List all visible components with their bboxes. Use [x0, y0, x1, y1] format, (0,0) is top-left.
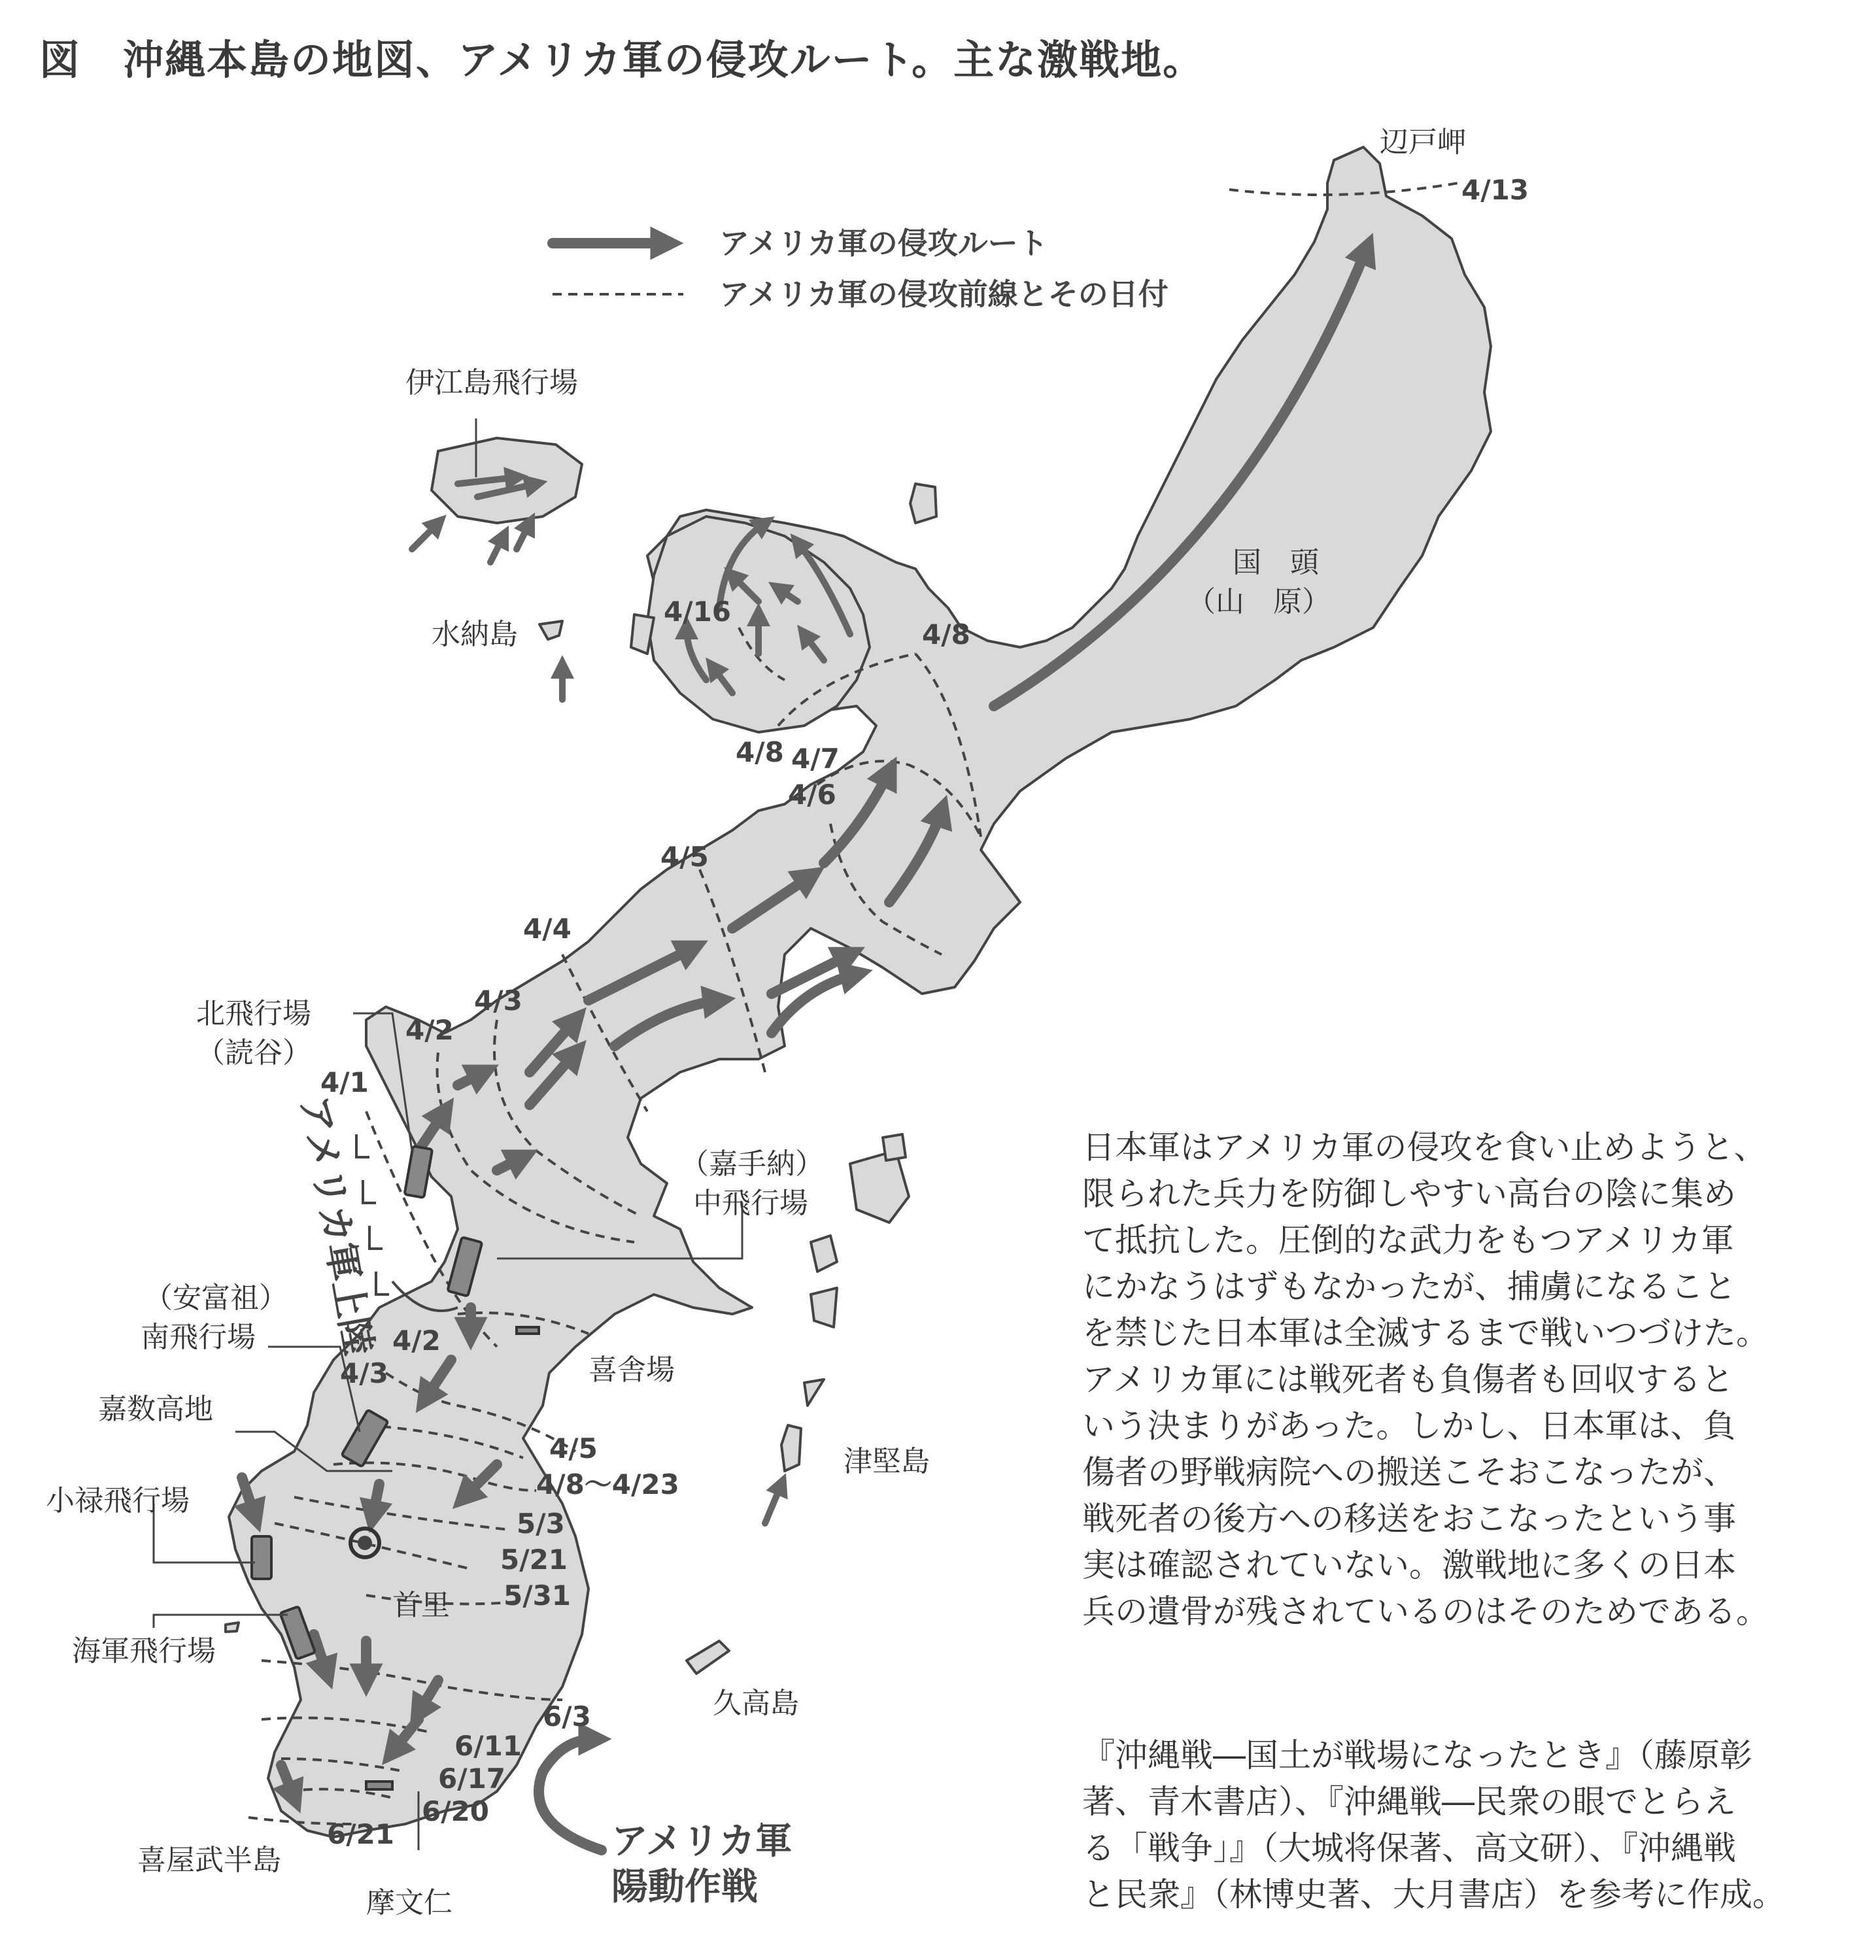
- date-6-17: 6/17: [438, 1763, 506, 1795]
- date-4-1: 4/1: [320, 1066, 369, 1098]
- date-4-2-south: 4/2: [392, 1325, 441, 1357]
- date-4-8-east: 4/8: [922, 618, 970, 651]
- reference-line: る「戦争」』（大城将保著、高文研）、『沖縄戦: [1082, 1829, 1736, 1867]
- date-4-8-4-23: 4/8～4/23: [536, 1468, 679, 1500]
- label-ie-airfield: 伊江島飛行場: [405, 366, 578, 399]
- description-line: て抵抗した。圧倒的な武力をもつアメリカ軍: [1082, 1221, 1734, 1259]
- date-4-2-north: 4/2: [405, 1014, 454, 1046]
- label-central-airfield-2: 中飛行場: [693, 1187, 808, 1220]
- label-north-airfield-1: 北飛行場: [196, 997, 311, 1030]
- description-line: 兵の遺骨が残されているのはそのためである。: [1082, 1593, 1769, 1631]
- route-arrow-ie-3: [412, 523, 438, 549]
- islet-east-4: [811, 1288, 837, 1327]
- small-islet-west: [226, 1623, 239, 1632]
- route-arrow-south-5: [373, 1484, 379, 1517]
- label-north-airfield-2: （読谷）: [196, 1036, 311, 1070]
- description-line: アメリカ軍には戦死者も負傷者も回収すると: [1082, 1360, 1734, 1398]
- date-5-31: 5/31: [503, 1580, 571, 1612]
- date-4-13: 4/13: [1461, 174, 1529, 206]
- label-kitamura: 喜舎場: [588, 1353, 675, 1387]
- mabuni-marker: [366, 1782, 392, 1789]
- label-south-airfield-2: 南飛行場: [141, 1321, 256, 1354]
- description-line: にかなうはずもなかったが、捕虜になること: [1082, 1268, 1736, 1306]
- kitamura-marker: [517, 1327, 539, 1334]
- date-4-8-west: 4/8: [736, 736, 784, 768]
- description-text: [1082, 1124, 1854, 1635]
- date-4-16: 4/16: [664, 596, 732, 628]
- date-6-21: 6/21: [327, 1818, 395, 1850]
- minna-island: [539, 621, 562, 639]
- label-feint-2: 陽動作戦: [611, 1866, 758, 1908]
- figure-title: 図 沖縄本島の地図、アメリカ軍の侵攻ルート。主な激戦地。: [39, 36, 1205, 84]
- description-line: 実は確認されていない。激戦地に多くの日本: [1082, 1546, 1736, 1584]
- label-central-airfield-1: （嘉手納）: [680, 1147, 824, 1181]
- date-4-6: 4/6: [788, 779, 836, 811]
- tsuken-island: [781, 1425, 801, 1471]
- islet-east-1: [850, 1151, 909, 1223]
- label-oroku-airfield: 小禄飛行場: [46, 1484, 190, 1517]
- date-6-3: 6/3: [543, 1700, 591, 1732]
- oroku-airfield-marker: [252, 1536, 271, 1579]
- date-4-3-north: 4/3: [474, 985, 522, 1017]
- date-4-3-south: 4/3: [340, 1357, 388, 1389]
- label-kakazu: 嘉数高地: [98, 1393, 213, 1426]
- label-landing: アメリカ軍上陸: [292, 1092, 381, 1359]
- islet-west: [631, 615, 654, 654]
- date-5-21: 5/21: [500, 1544, 568, 1576]
- date-5-3: 5/3: [517, 1508, 565, 1540]
- date-4-5-north: 4/5: [660, 841, 709, 873]
- date-6-11: 6/11: [454, 1730, 522, 1762]
- islet-north: [910, 484, 936, 523]
- date-4-7: 4/7: [791, 743, 840, 775]
- label-minna: 水納島: [432, 618, 518, 651]
- label-feint-1: アメリカ軍: [611, 1820, 793, 1863]
- reference-line: 著、青木書店）、『沖縄戦―民衆の眼でとらえ: [1082, 1783, 1736, 1821]
- legend-front-label: アメリカ軍の侵攻前線とその日付: [719, 277, 1168, 312]
- islet-east-2: [883, 1134, 906, 1160]
- date-6-20: 6/20: [422, 1795, 490, 1827]
- route-arrow-ie-4: [490, 536, 503, 562]
- tsuken-shape: [804, 1379, 824, 1406]
- label-hedo: 辺戸岬: [1380, 126, 1466, 159]
- route-arrow-feint: [539, 1739, 602, 1850]
- description-line: 日本軍はアメリカ軍の侵攻を食い止めようと、: [1082, 1128, 1767, 1166]
- label-kunigami-1: 国 頭: [1233, 546, 1319, 579]
- references-text: [1082, 1732, 1854, 1918]
- north-airfield-marker: [405, 1146, 433, 1198]
- label-naval-airfield: 海軍飛行場: [72, 1634, 216, 1668]
- description-line: 傷者の野戦病院への搬送こそおこなったが、: [1082, 1453, 1736, 1491]
- description-line: を禁じた日本軍は全滅するまで戦いつづけた。: [1082, 1314, 1769, 1352]
- route-arrow-ie-5: [517, 523, 530, 549]
- label-tsuken: 津堅島: [844, 1445, 930, 1478]
- label-kyan: 喜屋武半島: [137, 1844, 281, 1877]
- date-4-5-south: 4/5: [549, 1432, 598, 1464]
- date-4-4: 4/4: [523, 913, 571, 945]
- route-arrow-tsuken: [765, 1484, 781, 1523]
- description-line: いう決まりがあった。しかし、日本軍は、負: [1082, 1407, 1736, 1445]
- label-mabuni: 摩文仁: [366, 1886, 452, 1919]
- label-shuri: 首里: [392, 1589, 450, 1622]
- islet-east-3: [811, 1236, 837, 1272]
- label-kunigami-2: （山 原）: [1187, 585, 1331, 618]
- description-line: 限られた兵力を防御しやすい高台の陰に集め: [1082, 1175, 1736, 1213]
- reference-line: と民衆』（林博史著、大月書店）を参考に作成。: [1082, 1876, 1785, 1914]
- label-south-airfield-1: （安富祖）: [144, 1281, 288, 1315]
- legend-route-label: アメリカ軍の侵攻ルート: [719, 226, 1048, 261]
- kudaka-island: [687, 1641, 729, 1674]
- legend: [553, 226, 1168, 312]
- description-line: 戦死者の後方への移送をおこなったという事: [1082, 1500, 1736, 1538]
- reference-line: 『沖縄戦―国土が戦場になったとき』（藤原彰: [1082, 1736, 1752, 1774]
- label-kudaka: 久高島: [713, 1687, 799, 1720]
